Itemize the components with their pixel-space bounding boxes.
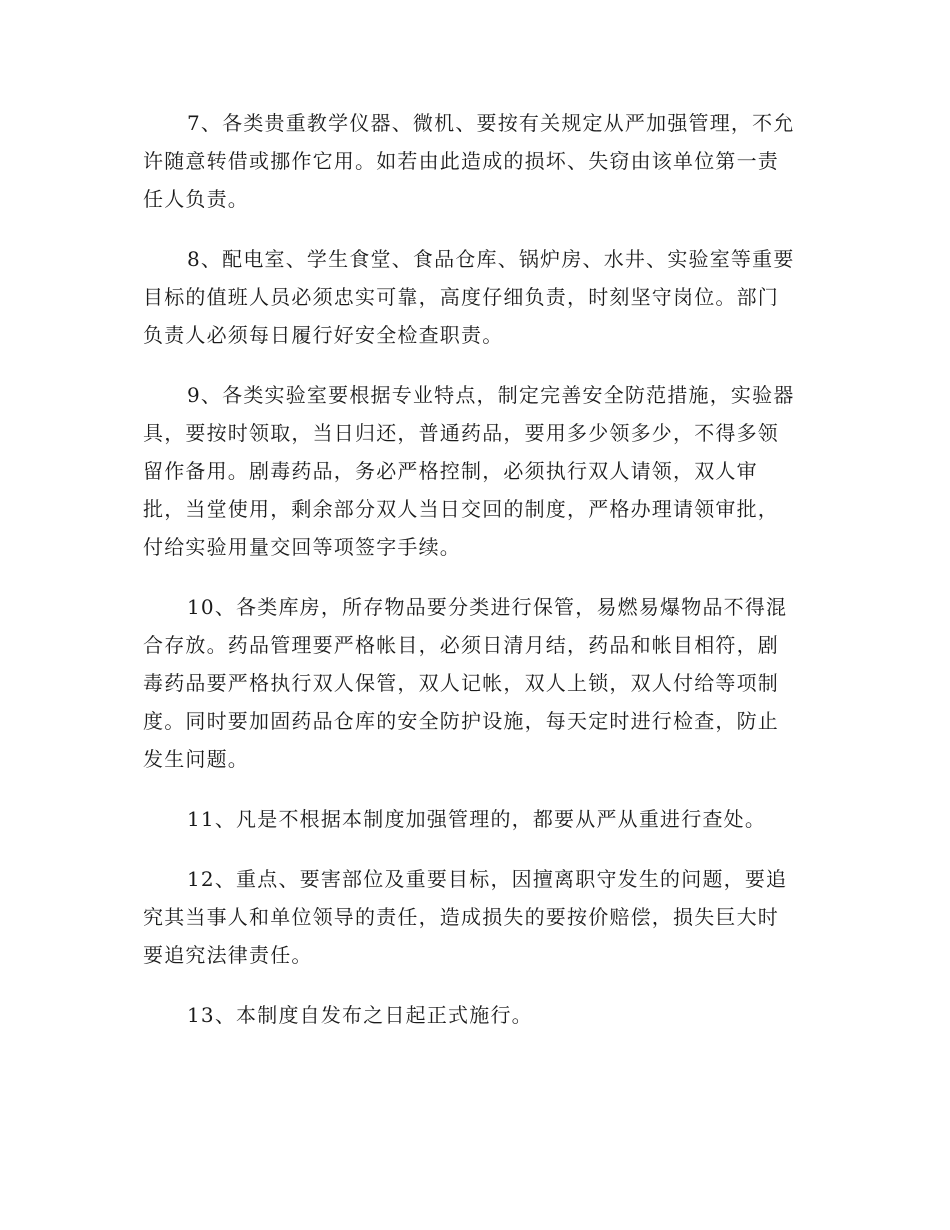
paragraph-item-13 bbox=[143, 996, 809, 1034]
paragraph-line: 9、各类实验室要根据专业特点，制定完善安全防范措施，实验器 bbox=[187, 383, 795, 407]
paragraph-line: 许随意转借或挪作它用。如若由此造成的损坏、失窃由该单位第一责 bbox=[143, 149, 779, 173]
paragraph-item-7 bbox=[143, 104, 809, 218]
paragraph-line: 毒药品要严格执行双人保管，双人记帐，双人上锁，双人付给等项制 bbox=[143, 671, 779, 695]
paragraph-line: 发生问题。 bbox=[143, 747, 249, 771]
paragraph-line: 目标的值班人员必须忠实可靠，高度仔细负责，时刻坚守岗位。部门 bbox=[143, 285, 779, 309]
paragraph-item-9 bbox=[143, 376, 809, 566]
paragraph-line: 11、凡是不根据本制度加强管理的，都要从严从重进行查处。 bbox=[187, 807, 767, 831]
paragraph-line: 13、本制度自发布之日起正式施行。 bbox=[187, 1003, 533, 1027]
paragraph-line: 任人负责。 bbox=[143, 187, 249, 211]
paragraph-line: 10、各类库房，所存物品要分类进行保管，易燃易爆物品不得混 bbox=[187, 595, 788, 619]
document-body bbox=[143, 104, 809, 1056]
paragraph-line: 要追究法律责任。 bbox=[143, 943, 313, 967]
paragraph-line: 具，要按时领取，当日归还，普通药品，要用多少领多少，不得多领 bbox=[143, 421, 779, 445]
paragraph-line: 究其当事人和单位领导的责任，造成损失的要按价赔偿，损失巨大时 bbox=[143, 905, 779, 929]
paragraph-item-10 bbox=[143, 588, 809, 778]
paragraph-line: 度。同时要加固药品仓库的安全防护设施，每天定时进行检查，防止 bbox=[143, 709, 779, 733]
paragraph-line: 付给实验用量交回等项签字手续。 bbox=[143, 535, 461, 559]
paragraph-line: 留作备用。剧毒药品，务必严格控制，必须执行双人请领，双人审 bbox=[143, 459, 758, 483]
paragraph-line: 合存放。药品管理要严格帐目，必须日清月结，药品和帐目相符，剧 bbox=[143, 633, 779, 657]
paragraph-item-8 bbox=[143, 240, 809, 354]
paragraph-line: 批，当堂使用，剩余部分双人当日交回的制度，严格办理请领审批， bbox=[143, 497, 779, 521]
paragraph-item-12 bbox=[143, 860, 809, 974]
paragraph-line: 8、配电室、学生食堂、食品仓库、锅炉房、水井、实验室等重要 bbox=[187, 247, 795, 271]
paragraph-item-11 bbox=[143, 800, 809, 838]
paragraph-line: 7、各类贵重教学仪器、微机、要按有关规定从严加强管理，不允 bbox=[187, 111, 795, 135]
paragraph-line: 12、重点、要害部位及重要目标，因擅离职守发生的问题，要追 bbox=[187, 867, 788, 891]
paragraph-line: 负责人必须每日履行好安全检查职责。 bbox=[143, 323, 504, 347]
